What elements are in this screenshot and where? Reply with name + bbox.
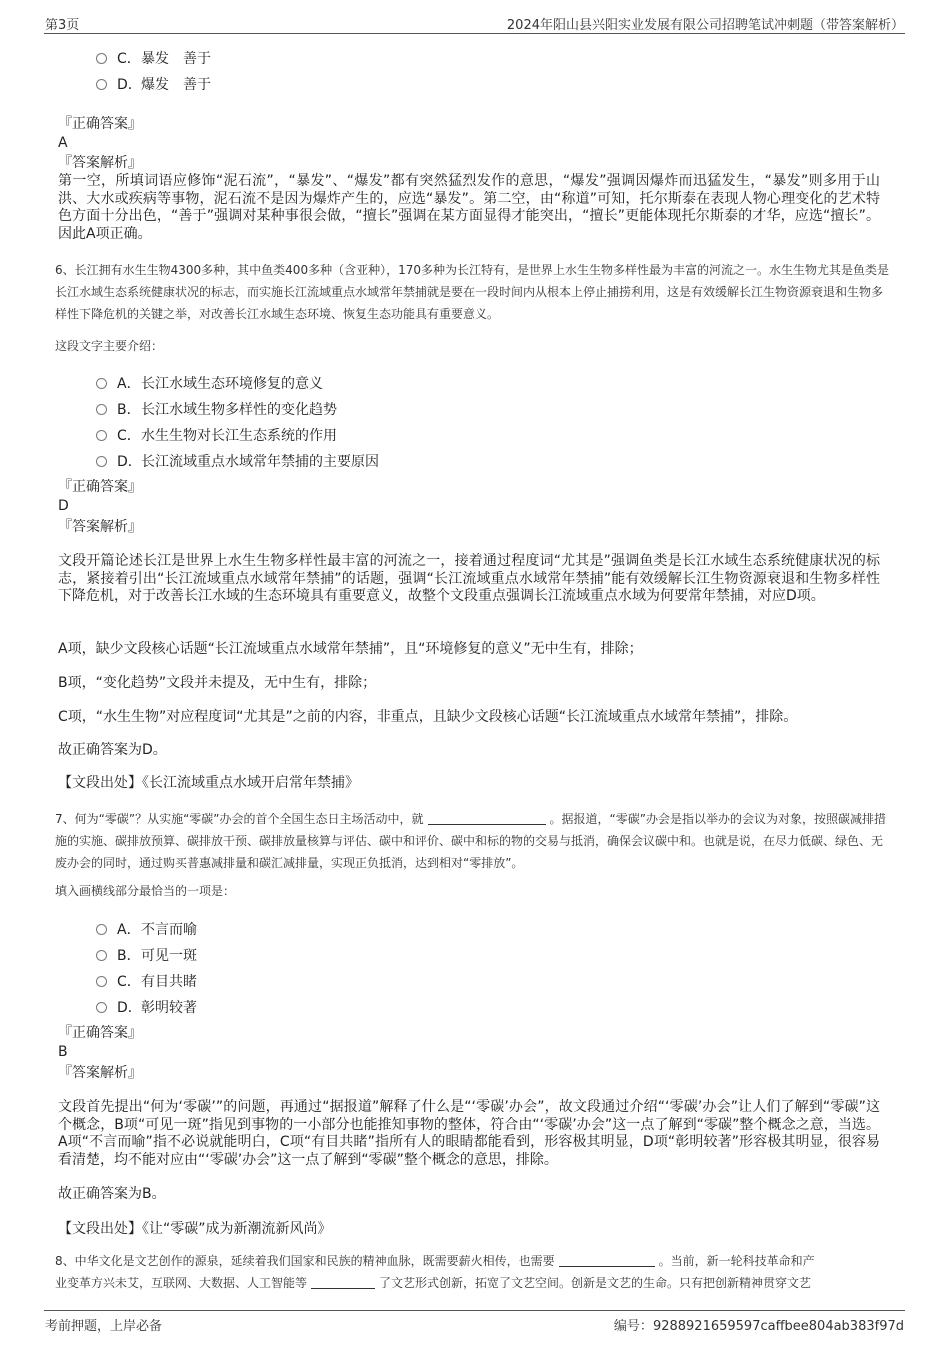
q7-option-b[interactable]: B．可见一斑 (96, 945, 197, 965)
q5-answer: A (58, 135, 68, 151)
radio-icon[interactable] (96, 924, 107, 935)
page-number: 第3页 (45, 18, 80, 33)
radio-icon[interactable] (96, 456, 107, 467)
radio-icon[interactable] (96, 79, 107, 90)
q5-analysis: 第一空，所填词语应修饰“泥石流”，“暴发”、“爆发”都有突然猛烈发作的意思，“爆发”强调因爆炸而迅猛发生，“暴发”则多用于山洪、大水或疾病等事物，泥石流不是因为爆炸产生的，应选“暴发”。第二空，由“称道”可知，托尔斯泰在表现人物心理变化的艺术特色方面十分出色，“善于”强调对某种事很会做，“擅长”强调在某方面显得才能突出，“擅长”更能体现托尔斯泰的才华，应选“擅长”。因此A项正确。 (58, 173, 880, 243)
radio-icon[interactable] (96, 53, 107, 64)
q5-analysis-label: 『答案解析』 (58, 155, 142, 171)
q5-answer-label: 『正确答案』 (58, 116, 142, 132)
q7-option-c[interactable]: C．有目共睹 (96, 971, 197, 991)
radio-icon[interactable] (96, 378, 107, 389)
q7-option-a[interactable]: A．不言而喻 (96, 919, 197, 939)
q7-analysis-main: 文段首先提出“何为‘零碳’”的问题，再通过“据报道”解释了什么是“‘零碳’办会”，故文段通过介绍“‘零碳’办会”让人们了解到“零碳”这个概念，B项“可见一斑”指见到事物的一小部分也能推知事物的整体，符合由“‘零碳’办会”这一点了解到“零碳”整个概念之意，当选。A项“不言而喻”指不必说就能明白，C项“有目共睹”指所有人的眼睛都能看到，形容极其明显，D项“彰明较著”形容极其明显，很容易看清楚，均不能对应由“‘零碳’办会”这一点了解到“零碳”整个概念的意思，排除。 (58, 1099, 880, 1169)
q6-prompt: 这段文字主要介绍： (55, 339, 164, 353)
q6-option-a[interactable]: A．长江水域生态环境修复的意义 (96, 373, 323, 393)
radio-icon[interactable] (96, 1002, 107, 1013)
radio-icon[interactable] (96, 404, 107, 415)
q6-option-b[interactable]: B．长江水域生物多样性的变化趋势 (96, 399, 337, 419)
q7-stem: 7、何为“零碳”？从实施“零碳”办会的首个全国生态日主场活动中，就 。据报道，“零碳”办会是指以举办的会议为对象，按照碳减排措施的实施、碳排放预算、碳排放干预、碳排放量核算与评估、碳中和评价、碳中和标的物的交易与抵消，确保会议碳中和。也就是说，在尽力低碳、绿色、无废办会的同时，通过购买普惠减排量和碳汇减排量，实现正负抵消，达到相对“零排放”。 (55, 812, 886, 870)
footer-slogan: 考前押题，上岸必备 (45, 1319, 163, 1334)
q7-prompt: 填入画横线部分最恰当的一项是： (55, 884, 236, 898)
q6-answer: D (58, 498, 69, 514)
q7-option-d[interactable]: D．彰明较著 (96, 997, 197, 1017)
q6-analysis-option-c: C项，“水生生物”对应程度词“尤其是”之前的内容，非重点，且缺少文段核心话题“长江流域重点水域常年禁捕”，排除。 (58, 709, 798, 725)
q7-fill-blank[interactable] (428, 811, 546, 825)
footer-divider (44, 1310, 905, 1311)
q6-conclusion: 故正确答案为D。 (58, 742, 167, 758)
q7-conclusion: 故正确答案为B。 (58, 1186, 166, 1202)
q6-analysis-option-b: B项，“变化趋势”文段并未提及，无中生有，排除； (58, 675, 377, 691)
document-title: 2024年阳山县兴阳实业发展有限公司招聘笔试冲刺题（带答案解析） (506, 18, 904, 33)
q8-stem-line1: 8、中华文化是文艺创作的源泉，延续着我们国家和民族的精神血脉，既需要薪火相传，也需要 。当前，新一轮科技革命和产 (55, 1254, 815, 1268)
q7-source: 【文段出处】《让“零碳”成为新潮流新风尚》 (58, 1221, 332, 1237)
q6-analysis-main: 文段开篇论述长江是世界上水生生物多样性最丰富的河流之一，接着通过程度词“尤其是”强调鱼类是长江水域生态系统健康状况的标志，紧接着引出“长江流域重点水域常年禁捕”的话题，强调“长江流域重点水域常年禁捕”能有效缓解长江生物资源衰退和生物多样性下降危机，对于改善长江水域的生态环境具有重要意义，故整个文段重点强调长江流域重点水域为何要常年禁捕，对应D项。 (58, 553, 880, 605)
radio-icon[interactable] (96, 976, 107, 987)
document-code: 编号：9288921659597caffbee804ab383f97d (613, 1319, 904, 1334)
q6-option-d[interactable]: D．长江流域重点水域常年禁捕的主要原因 (96, 451, 379, 471)
q6-stem: 6、长江拥有水生生物4300多种，其中鱼类400多种（含亚种），170多种为长江特有，是世界上水生生物多样性最为丰富的河流之一。水生生物尤其是鱼类是长江水域生态系统健康状况的标志，而实施长江流域重点水域常年禁捕就是要在一段时间内从根本上停止捕捞利用，这是有效缓解长江生物资源衰退和生物多样性下降危机的关键之举，对改善长江水域生态环境、恢复生态功能具有重要意义。 (55, 263, 889, 321)
q7-answer-label: 『正确答案』 (58, 1025, 142, 1041)
q8-fill-blank-2[interactable] (311, 1275, 375, 1289)
q8-fill-blank-1[interactable] (559, 1253, 655, 1267)
q7-answer: B (58, 1044, 68, 1060)
q6-analysis-label: 『答案解析』 (58, 519, 142, 535)
q7-analysis-label: 『答案解析』 (58, 1065, 142, 1081)
q6-option-c[interactable]: C．水生生物对长江生态系统的作用 (96, 425, 337, 445)
radio-icon[interactable] (96, 950, 107, 961)
q6-source: 【文段出处】《长江流域重点水域开启常年禁捕》 (58, 775, 359, 791)
header-divider (44, 33, 905, 34)
q5-option-c[interactable]: C．暴发 善于 (96, 48, 211, 68)
q6-analysis-option-a: A项，缺少文段核心话题“长江流域重点水域常年禁捕”，且“环境修复的意义”无中生有，排除； (58, 641, 643, 657)
q6-answer-label: 『正确答案』 (58, 479, 142, 495)
radio-icon[interactable] (96, 430, 107, 441)
q5-option-d[interactable]: D．爆发 善于 (96, 74, 211, 94)
q8-stem-line2: 业变革方兴未艾，互联网、大数据、人工智能等 了文艺形式创新，拓宽了文艺空间。创新是文艺的生命。只有把创新精神贯穿文艺 (55, 1276, 812, 1290)
